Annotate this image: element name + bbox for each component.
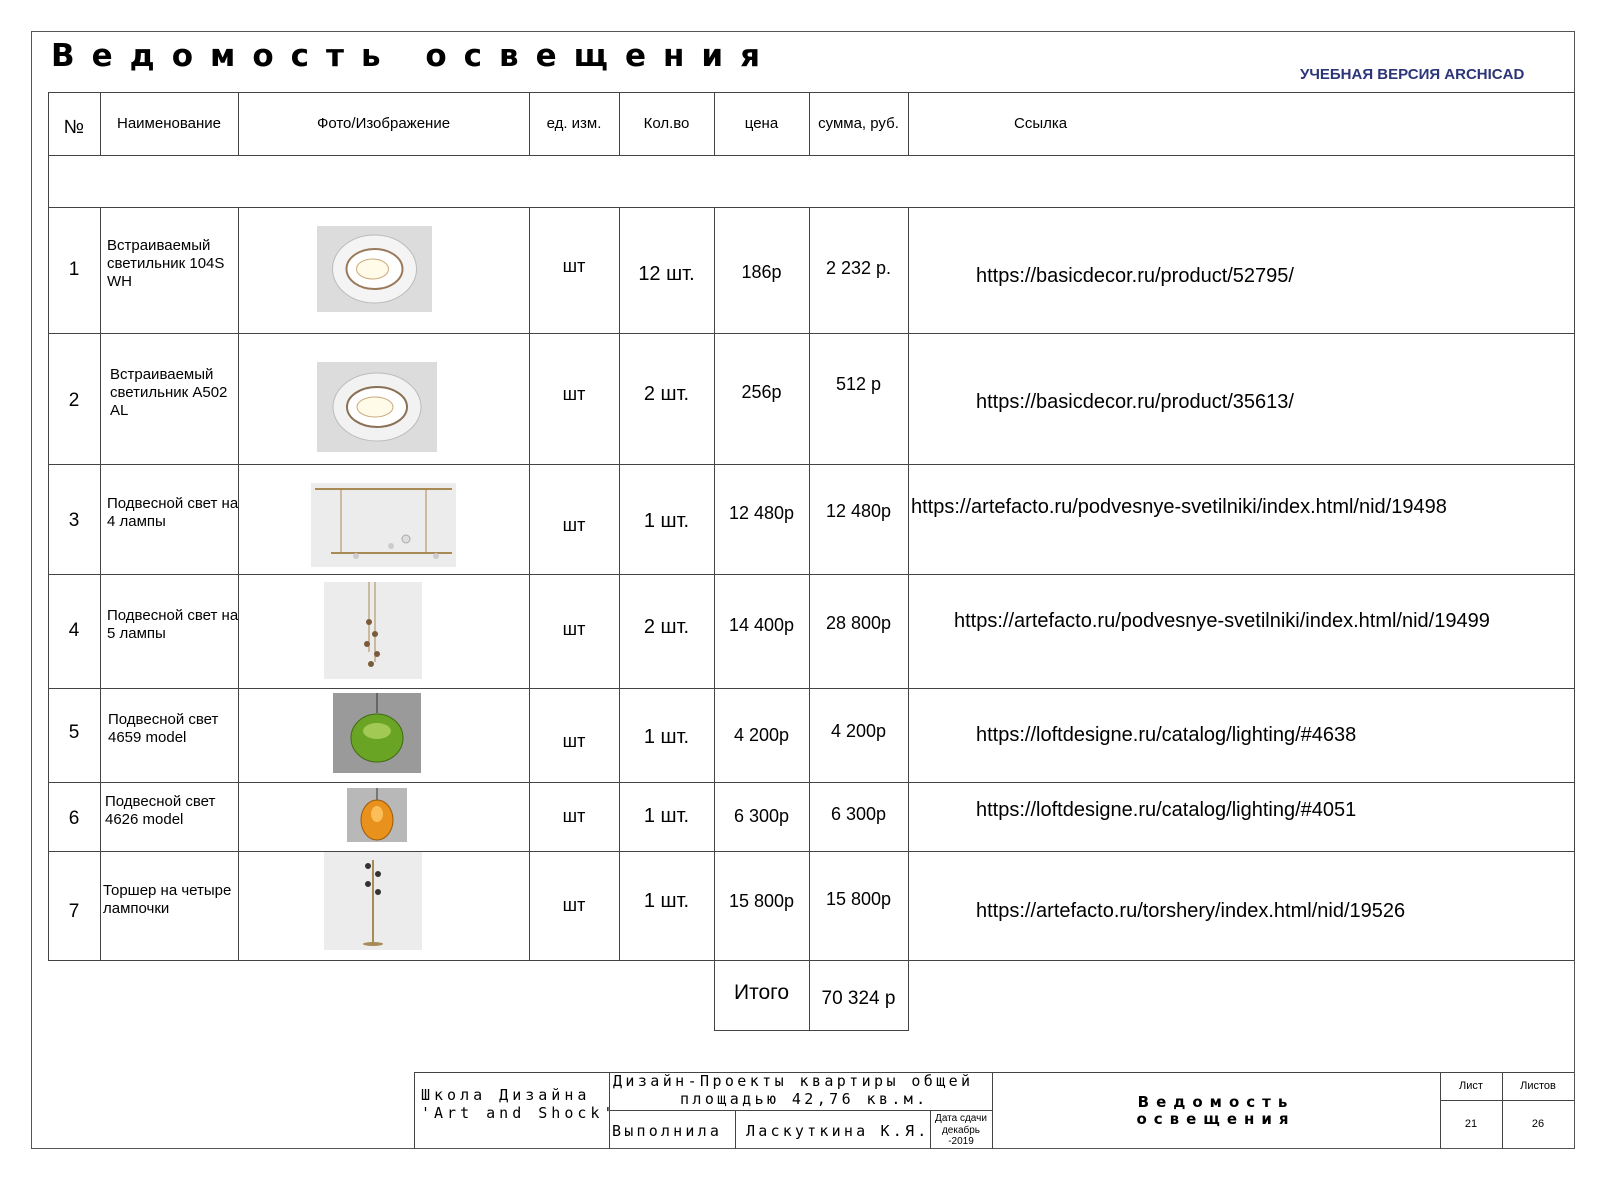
row-link[interactable]: https://loftdesigne.ru/catalog/lighting/#4051 bbox=[976, 799, 1357, 821]
stamp-vline bbox=[414, 1072, 415, 1149]
row-name: Подвесной свет 4659 model bbox=[108, 711, 219, 746]
row-qty: 1 шт. bbox=[643, 509, 690, 532]
stamp-project-line1: Дизайн-Проекты квартиры общей bbox=[613, 1072, 974, 1090]
row-price: 6 300р bbox=[733, 806, 790, 826]
stamp-performed-label: Выполнила bbox=[612, 1122, 723, 1140]
row-number: 1 bbox=[68, 259, 80, 280]
row-number: 3 bbox=[68, 510, 80, 531]
row-photo-recessed-spotlight-aluminium bbox=[317, 362, 437, 452]
header-num: № bbox=[63, 117, 85, 138]
row-name: Торшер на четыре лампочки bbox=[103, 881, 232, 917]
row-photo-green-glass-pendant bbox=[333, 693, 421, 773]
row-price: 256р bbox=[741, 382, 782, 402]
row-price: 186р bbox=[741, 261, 782, 282]
row-photo-amber-glass-pendant bbox=[347, 788, 407, 842]
row-number: 2 bbox=[68, 389, 80, 411]
row-unit: шт bbox=[562, 384, 586, 404]
row-photo-linear-pendant-4-lamps bbox=[311, 483, 456, 567]
row-qty: 1 шт. bbox=[643, 890, 690, 912]
row-number: 6 bbox=[68, 807, 80, 829]
header-unit: ед. изм. bbox=[546, 114, 602, 132]
total-label: Итого bbox=[733, 981, 790, 1004]
row-name: Подвесной свет на 5 лампы bbox=[107, 607, 239, 642]
header-link: Ссылка bbox=[1014, 114, 1068, 132]
stamp-date-line1: Дата сдачи bbox=[935, 1113, 987, 1124]
stamp-sheet-title-line2: освещения bbox=[1136, 1110, 1296, 1128]
table-vline bbox=[908, 92, 909, 155]
row-link[interactable]: https://artefacto.ru/torshery/index.html/nid/19526 bbox=[976, 900, 1406, 922]
row-qty: 12 шт. bbox=[638, 262, 695, 285]
row-sum: 28 800р bbox=[825, 612, 892, 633]
stamp-date-line3: -2019 bbox=[948, 1136, 974, 1147]
row-name: Подвесной свет 4626 model bbox=[105, 792, 216, 828]
row-number: 7 bbox=[68, 900, 80, 922]
stamp-sheet-num: 21 bbox=[1464, 1118, 1478, 1130]
row-price: 15 800р bbox=[728, 891, 795, 911]
row-sum: 6 300р bbox=[830, 804, 887, 824]
stamp-school-line2: 'Art and Shock' bbox=[421, 1104, 617, 1122]
row-price: 14 400р bbox=[728, 614, 795, 635]
header-qty: Кол.во bbox=[643, 114, 690, 132]
total-hline bbox=[714, 1030, 909, 1031]
header-price: цена bbox=[744, 114, 779, 132]
table-hline bbox=[48, 155, 1574, 156]
row-qty: 1 шт. bbox=[643, 805, 690, 827]
document-title: Ведомость освещения bbox=[51, 38, 778, 74]
row-sum: 4 200р bbox=[830, 720, 887, 741]
row-photo-cascade-pendant-5-lamps bbox=[324, 582, 422, 679]
stamp-sheet-title-line1: Ведомость bbox=[1137, 1093, 1295, 1111]
table-vline bbox=[100, 207, 101, 960]
header-sum: сумма, руб. bbox=[818, 114, 899, 132]
row-price: 12 480р bbox=[728, 502, 795, 523]
stamp-hline bbox=[414, 1072, 1574, 1073]
stamp-school-line1: Школа Дизайна bbox=[421, 1086, 591, 1104]
row-unit: шт bbox=[562, 895, 586, 915]
row-unit: шт bbox=[562, 618, 586, 639]
row-sum: 12 480р bbox=[825, 500, 892, 521]
row-unit: шт bbox=[562, 514, 586, 535]
row-photo-floor-lamp-4-bulbs bbox=[324, 852, 422, 950]
stamp-date-line2: декабрь bbox=[941, 1125, 981, 1136]
row-qty: 1 шт. bbox=[643, 725, 690, 748]
row-qty: 2 шт. bbox=[643, 615, 690, 638]
stamp-sheets-total: 26 bbox=[1531, 1118, 1545, 1130]
row-link[interactable]: https://artefacto.ru/podvesnye-svetilniki/index.html/nid/19499 bbox=[954, 609, 1490, 632]
row-link[interactable]: https://artefacto.ru/podvesnye-svetilniki/index.html/nid/19498 bbox=[911, 495, 1447, 518]
archicad-watermark: УЧЕБНАЯ ВЕРСИЯ ARCHICAD bbox=[1300, 66, 1525, 83]
row-name: Встраиваемый светильник 104S WH bbox=[107, 237, 225, 290]
row-name: Встраиваемый светильник A502 AL bbox=[110, 365, 228, 419]
row-name: Подвесной свет на 4 лампы bbox=[107, 495, 239, 530]
row-link[interactable]: https://loftdesigne.ru/catalog/lighting/#4638 bbox=[976, 723, 1357, 746]
row-sum: 2 232 р. bbox=[825, 257, 892, 278]
total-value: 70 324 р bbox=[821, 988, 896, 1009]
header-name: Наименование bbox=[117, 114, 221, 132]
stamp-hline bbox=[609, 1110, 992, 1111]
row-sum: 512 р bbox=[835, 374, 882, 394]
row-sum: 15 800р bbox=[825, 889, 892, 909]
row-photo-recessed-spotlight-white bbox=[317, 226, 432, 312]
stamp-vline bbox=[735, 1110, 736, 1149]
total-vline bbox=[908, 960, 909, 1030]
row-qty: 2 шт. bbox=[643, 383, 690, 405]
row-unit: шт bbox=[562, 806, 586, 826]
stamp-project-line2: площадью 42,76 кв.м. bbox=[680, 1090, 929, 1108]
stamp-sheet-label: Лист bbox=[1459, 1080, 1483, 1092]
header-photo: Фото/Изображение bbox=[316, 114, 451, 132]
row-unit: шт bbox=[562, 255, 586, 276]
row-link[interactable]: https://basicdecor.ru/product/35613/ bbox=[976, 391, 1294, 413]
row-unit: шт bbox=[562, 730, 586, 751]
row-number: 5 bbox=[68, 722, 80, 743]
stamp-author: Ласкуткина К.Я. bbox=[746, 1122, 930, 1140]
row-price: 4 200р bbox=[733, 724, 790, 745]
row-number: 4 bbox=[68, 620, 80, 641]
stamp-sheets-label: Листов bbox=[1520, 1080, 1556, 1092]
table-vline bbox=[1574, 92, 1575, 960]
row-link[interactable]: https://basicdecor.ru/product/52795/ bbox=[976, 264, 1294, 287]
